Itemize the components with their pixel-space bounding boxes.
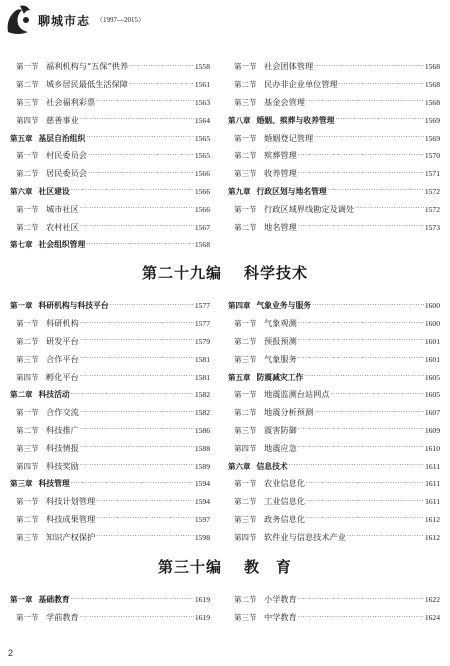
toc-entry-page: 1566: [194, 186, 210, 196]
toc-section-entry: [10, 439, 210, 457]
toc-entry-page: 1564: [194, 115, 210, 125]
toc-section-entry: [10, 493, 210, 511]
toc-leader-dots: [71, 188, 194, 194]
toc-column-part30-right: [228, 591, 440, 627]
toc-leader-dots: [96, 516, 194, 522]
toc-entry-title: 地震应急: [264, 442, 297, 453]
toc-entry-page: 1600: [424, 301, 440, 311]
toc-entry-page: 1563: [194, 97, 210, 107]
toc-entry-title: 村民委员会: [46, 150, 87, 161]
toc-entry-title: 科技奖励: [46, 460, 79, 471]
toc-entry-title: 慈善事业: [46, 114, 79, 125]
toc-entry-title: 合作交流: [46, 407, 79, 418]
toc-leader-dots: [355, 206, 424, 212]
toc-leader-dots: [289, 463, 424, 469]
toc-entry-title: 地震监测台站网点: [264, 389, 330, 400]
toc-entry-label: 第三节: [16, 443, 39, 453]
toc-leader-dots: [80, 356, 194, 362]
toc-leader-dots: [298, 356, 424, 362]
toc-entry-label: 第四节: [234, 443, 257, 453]
toc-section-entry: [10, 333, 210, 351]
toc-leader-dots: [298, 153, 424, 159]
toc-entry-label: 第二节: [16, 336, 39, 346]
toc-entry-label: 第二章: [10, 390, 33, 400]
toc-entry-title: 气象业务与服务: [256, 301, 312, 311]
toc-entry-page: 1558: [194, 62, 210, 72]
toc-section-entry: [228, 315, 440, 333]
toc-section-entry: [228, 350, 440, 368]
toc-entry-page: 1568: [194, 240, 210, 250]
toc-entry-label: 第一节: [234, 319, 257, 329]
toc-entry-title: 知识产权保护: [46, 531, 96, 542]
toc-entry-page: 1619: [194, 595, 210, 605]
toc-entry-title: 行政区域界线勘定及调处: [264, 203, 355, 214]
toc-entry-label: 第四章: [228, 301, 251, 311]
toc-entry-label: 第四节: [16, 115, 39, 125]
toc-leader-dots: [314, 135, 424, 141]
toc-entry-page: 1612: [424, 532, 440, 542]
toc-entry-title: 软件业与信息技术产业: [264, 531, 346, 542]
toc-entry-label: 第二节: [234, 336, 257, 346]
toc-entry-label: 第一节: [234, 390, 257, 400]
toc-entry-page: 1598: [194, 532, 210, 542]
toc-entry-label: 第三节: [234, 97, 257, 107]
toc-section-entry: [10, 200, 210, 218]
toc-chapter-entry: [228, 368, 440, 386]
toc-section-entry: [10, 94, 210, 112]
toc-leader-dots: [304, 374, 424, 380]
toc-entry-label: 第一节: [16, 62, 39, 72]
part-heading-30-number: 第三十编: [157, 558, 222, 576]
toc-entry-page: 1577: [194, 301, 210, 311]
toc-section-entry: [228, 165, 440, 183]
toc-leader-dots: [129, 64, 194, 70]
toc-entry-page: 1568: [424, 62, 440, 72]
toc-entry-label: 第二节: [234, 408, 257, 418]
toc-section-entry: [10, 111, 210, 129]
toc-entry-page: 1624: [424, 613, 440, 623]
toc-leader-dots: [339, 82, 424, 88]
toc-entry-label: 第一章: [10, 595, 33, 605]
toc-leader-dots: [80, 117, 194, 123]
toc-section-entry: [10, 165, 210, 183]
toc-section-entry: [10, 609, 210, 627]
toc-entry-label: 第四节: [16, 372, 39, 382]
toc-entry-page: 1611: [425, 479, 440, 489]
toc-section-entry: [228, 218, 440, 236]
toc-leader-dots: [306, 516, 424, 522]
toc-entry-page: 1594: [194, 497, 210, 507]
toc-entry-title: 基层自治组织: [38, 133, 86, 143]
toc-section-entry: [10, 404, 210, 422]
toc-section-entry: [10, 315, 210, 333]
toc-chapter-entry: [228, 457, 440, 475]
toc-section-entry: [228, 200, 440, 218]
toc-column-part30-left: [10, 591, 210, 627]
toc-section-entry: [10, 58, 210, 76]
toc-leader-dots: [80, 338, 194, 344]
toc-leader-dots: [80, 615, 194, 621]
toc-entry-page: 1610: [424, 443, 440, 453]
toc-leader-dots: [88, 171, 194, 177]
toc-entry-title: 合作平台: [46, 353, 79, 364]
toc-leader-dots: [88, 153, 194, 159]
toc-entry-page: 1589: [194, 461, 210, 471]
toc-entry-page: 1601: [424, 354, 440, 364]
toc-entry-page: 1612: [424, 514, 440, 524]
toc-entry-page: 1611: [425, 497, 440, 507]
toc-entry-title: 学前教育: [46, 612, 79, 623]
toc-entry-page: 1569: [424, 133, 440, 143]
toc-section-entry: [228, 404, 440, 422]
toc-leader-dots: [306, 499, 424, 505]
toc-entry-page: 1566: [194, 169, 210, 179]
toc-entry-title: 基础教育: [38, 595, 70, 605]
part-heading-30: [0, 556, 450, 577]
toc-entry-label: 第三节: [16, 354, 39, 364]
toc-entry-title: 科研机构与科技平台: [38, 301, 109, 311]
toc-entry-label: 第一节: [16, 613, 39, 623]
toc-entry-title: 科技推广: [46, 424, 79, 435]
toc-entry-page: 1565: [194, 133, 210, 143]
toc-chapter-entry: [10, 236, 210, 254]
toc-entry-title: 科技管理: [38, 479, 70, 489]
toc-entry-page: 1609: [424, 425, 440, 435]
toc-entry-title: 小学教育: [264, 594, 297, 605]
toc-entry-label: 第二节: [16, 80, 39, 90]
toc-entry-title: 科技活动: [38, 390, 70, 400]
toc-leader-dots: [298, 427, 424, 433]
toc-chapter-entry: [228, 111, 440, 129]
toc-entry-title: 工业信息化: [264, 496, 305, 507]
toc-section-entry: [228, 609, 440, 627]
toc-chapter-entry: [10, 297, 210, 315]
toc-entry-title: 社会组织管理: [38, 240, 86, 250]
toc-entry-label: 第二节: [234, 222, 257, 232]
toc-entry-label: 第一节: [16, 151, 39, 161]
toc-entry-page: 1607: [424, 408, 440, 418]
toc-entry-title: 科研机构: [46, 318, 79, 329]
toc-entry-title: 社区建设: [38, 186, 70, 196]
part-heading-29-number: 第二十九编: [141, 264, 222, 282]
toc-section-entry: [10, 76, 210, 94]
toc-leader-dots: [328, 188, 424, 194]
toc-entry-title: 民办非企业单位管理: [264, 79, 338, 90]
toc-entry-label: 第二节: [16, 169, 39, 179]
toc-entry-label: 第七章: [10, 240, 33, 250]
toc-chapter-entry: [10, 386, 210, 404]
toc-entry-label: 第二节: [234, 595, 257, 605]
toc-entry-page: 1581: [194, 372, 210, 382]
toc-leader-dots: [96, 99, 194, 105]
toc-entry-title: 殡葬管理: [264, 150, 297, 161]
toc-leader-dots: [347, 534, 424, 540]
toc-leader-dots: [80, 374, 194, 380]
toc-entry-title: 科技成果管理: [46, 513, 96, 524]
toc-entry-page: 1573: [424, 222, 440, 232]
toc-leader-dots: [312, 303, 424, 309]
toc-section-entry: [228, 511, 440, 529]
toc-entry-label: 第三节: [16, 532, 39, 542]
toc-entry-page: 1601: [424, 336, 440, 346]
toc-entry-title: 农业信息化: [264, 478, 305, 489]
toc-entry-label: 第三节: [16, 97, 39, 107]
toc-entry-label: 第六章: [228, 461, 251, 471]
toc-entry-title: 婚姻登记管理: [264, 132, 314, 143]
book-title: 聊城市志: [38, 14, 91, 28]
toc-section-entry: [228, 147, 440, 165]
toc-entry-page: 1622: [424, 595, 440, 605]
toc-entry-title: 行政区划与地名管理: [256, 186, 327, 196]
toc-entry-label: 第二节: [16, 222, 39, 232]
toc-entry-page: 1565: [194, 151, 210, 161]
toc-entry-label: 第一节: [16, 204, 39, 214]
toc-leader-dots: [110, 303, 194, 309]
toc-entry-page: 1566: [194, 204, 210, 214]
toc-leader-dots: [80, 427, 194, 433]
toc-chapter-entry: [228, 183, 440, 201]
toc-leader-dots: [80, 445, 194, 451]
toc-entry-label: 第一节: [234, 62, 257, 72]
toc-entry-title: 社会团体管理: [264, 61, 314, 72]
toc-entry-title: 收养管理: [264, 168, 297, 179]
toc-entry-page: 1569: [424, 115, 440, 125]
toc-leader-dots: [96, 499, 194, 505]
toc-section-entry: [228, 528, 440, 546]
toc-leader-dots: [71, 481, 194, 487]
toc-entry-page: 1572: [424, 204, 440, 214]
toc-section-entry: [10, 457, 210, 475]
toc-entry-page: 1568: [424, 80, 440, 90]
toc-section-entry: [10, 350, 210, 368]
toc-leader-dots: [80, 321, 194, 327]
toc-leader-dots: [96, 534, 194, 540]
toc-section-entry: [228, 475, 440, 493]
toc-leader-dots: [129, 82, 194, 88]
toc-leader-dots: [314, 64, 424, 70]
part-heading-30-title: 教 育: [244, 558, 293, 576]
toc-section-entry: [10, 368, 210, 386]
toc-leader-dots: [298, 338, 424, 344]
toc-leader-dots: [298, 615, 424, 621]
toc-entry-page: 1600: [424, 319, 440, 329]
toc-section-entry: [228, 591, 440, 609]
toc-chapter-entry: [10, 129, 210, 147]
toc-leader-dots: [298, 597, 424, 603]
toc-section-entry: [228, 129, 440, 147]
toc-section-entry: [228, 386, 440, 404]
toc-section-entry: [10, 218, 210, 236]
toc-section-entry: [228, 94, 440, 112]
city-logo-icon: [4, 2, 34, 38]
toc-entry-title: 预报预测: [264, 335, 297, 346]
toc-section-entry: [10, 511, 210, 529]
toc-entry-page: 1570: [424, 151, 440, 161]
toc-leader-dots: [306, 481, 424, 487]
toc-entry-label: 第六章: [10, 186, 33, 196]
toc-entry-title: 城乡居民最低生活保障: [46, 79, 128, 90]
toc-entry-page: 1619: [194, 613, 210, 623]
toc-entry-title: 科技计划管理: [46, 496, 96, 507]
toc-section-entry: [10, 528, 210, 546]
toc-entry-label: 第一节: [234, 479, 257, 489]
toc-entry-title: 气象观测: [264, 318, 297, 329]
toc-entry-label: 第三节: [234, 514, 257, 524]
toc-column-part29-left: [10, 297, 210, 546]
toc-entry-label: 第四节: [16, 461, 39, 471]
toc-entry-label: 第三节: [234, 169, 257, 179]
toc-entry-title: 研发平台: [46, 335, 79, 346]
toc-entry-label: 第三章: [10, 479, 33, 489]
toc-leader-dots: [86, 242, 194, 248]
toc-entry-page: 1586: [194, 425, 210, 435]
toc-entry-label: 第二节: [234, 151, 257, 161]
toc-entry-page: 1594: [194, 479, 210, 489]
toc-entry-page: 1567: [194, 222, 210, 232]
toc-entry-page: 1572: [424, 186, 440, 196]
toc-entry-label: 第二节: [234, 497, 257, 507]
toc-entry-page: 1588: [194, 443, 210, 453]
toc-entry-label: 第一章: [10, 301, 33, 311]
toc-entry-page: 1582: [194, 390, 210, 400]
toc-leader-dots: [298, 171, 424, 177]
toc-entry-label: 第四节: [234, 532, 257, 542]
toc-leader-dots: [86, 135, 194, 141]
toc-entry-label: 第五章: [228, 372, 251, 382]
toc-entry-label: 第一节: [16, 408, 39, 418]
page-number: 2: [8, 648, 14, 658]
toc-entry-label: 第一节: [16, 497, 39, 507]
toc-entry-title: 防震减灾工作: [256, 372, 304, 382]
toc-leader-dots: [80, 410, 194, 416]
toc-entry-title: 地震分析预测: [264, 407, 314, 418]
toc-entry-title: 震害防御: [264, 424, 297, 435]
toc-entry-title: 福利机构与“五保”供养: [46, 61, 129, 72]
toc-entry-title: 科技情报: [46, 442, 79, 453]
toc-leader-dots: [71, 597, 194, 603]
toc-entry-label: 第三节: [234, 613, 257, 623]
toc-column-part1-right: [228, 58, 440, 236]
toc-entry-title: 地名管理: [264, 221, 297, 232]
toc-entry-title: 中学教育: [264, 612, 297, 623]
toc-leader-dots: [331, 392, 424, 398]
toc-leader-dots: [80, 224, 194, 230]
toc-entry-page: 1577: [194, 319, 210, 329]
toc-section-entry: [228, 76, 440, 94]
toc-entry-title: 城市社区: [46, 203, 79, 214]
toc-entry-label: 第九章: [228, 186, 251, 196]
toc-chapter-entry: [10, 591, 210, 609]
toc-entry-label: 第一节: [234, 204, 257, 214]
toc-entry-label: 第三节: [234, 354, 257, 364]
toc-leader-dots: [306, 99, 424, 105]
toc-entry-label: 第一节: [234, 133, 257, 143]
toc-entry-title: 居民委员会: [46, 168, 87, 179]
toc-entry-label: 第八章: [228, 115, 251, 125]
toc-leader-dots: [298, 224, 424, 230]
toc-chapter-entry: [10, 475, 210, 493]
toc-entry-page: 1581: [194, 354, 210, 364]
book-years: （1997—2015）: [96, 16, 145, 24]
toc-section-entry: [10, 422, 210, 440]
toc-section-entry: [228, 333, 440, 351]
toc-entry-title: 基金会管理: [264, 96, 305, 107]
toc-leader-dots: [80, 206, 194, 212]
toc-column-part29-right: [228, 297, 440, 546]
toc-leader-dots: [335, 117, 423, 123]
toc-entry-page: 1561: [194, 80, 210, 90]
toc-leader-dots: [298, 445, 424, 451]
toc-entry-title: 婚姻、殡葬与收养管理: [256, 115, 335, 125]
toc-entry-label: 第五章: [10, 133, 33, 143]
toc-entry-page: 1605: [424, 390, 440, 400]
toc-leader-dots: [80, 463, 194, 469]
toc-entry-label: 第二节: [234, 80, 257, 90]
toc-chapter-entry: [10, 183, 210, 201]
toc-leader-dots: [71, 392, 194, 398]
toc-entry-label: 第三节: [234, 425, 257, 435]
toc-leader-dots: [314, 410, 424, 416]
toc-entry-title: 信息技术: [256, 461, 288, 471]
toc-entry-title: 政务信息化: [264, 513, 305, 524]
toc-entry-page: 1571: [424, 169, 440, 179]
toc-entry-page: 1611: [425, 461, 440, 471]
toc-entry-page: 1597: [194, 514, 210, 524]
toc-entry-title: 气象服务: [264, 353, 297, 364]
toc-section-entry: [228, 439, 440, 457]
toc-entry-title: 农村社区: [46, 221, 79, 232]
toc-section-entry: [228, 493, 440, 511]
toc-column-part1-left: [10, 58, 210, 254]
toc-leader-dots: [298, 321, 424, 327]
toc-entry-label: 第二节: [16, 514, 39, 524]
page-header: [0, 0, 450, 40]
toc-section-entry: [10, 147, 210, 165]
toc-entry-title: 孵化平台: [46, 371, 79, 382]
toc-entry-label: 第一节: [16, 319, 39, 329]
toc-entry-page: 1605: [424, 372, 440, 382]
toc-entry-label: 第二节: [16, 425, 39, 435]
part-heading-29-title: 科学技术: [244, 264, 309, 282]
toc-chapter-entry: [228, 297, 440, 315]
toc-entry-page: 1582: [194, 408, 210, 418]
toc-section-entry: [228, 422, 440, 440]
toc-entry-page: 1579: [194, 336, 210, 346]
toc-entry-page: 1568: [424, 97, 440, 107]
toc-section-entry: [228, 58, 440, 76]
part-heading-29: [0, 262, 450, 283]
toc-entry-title: 社会福利彩票: [46, 96, 96, 107]
